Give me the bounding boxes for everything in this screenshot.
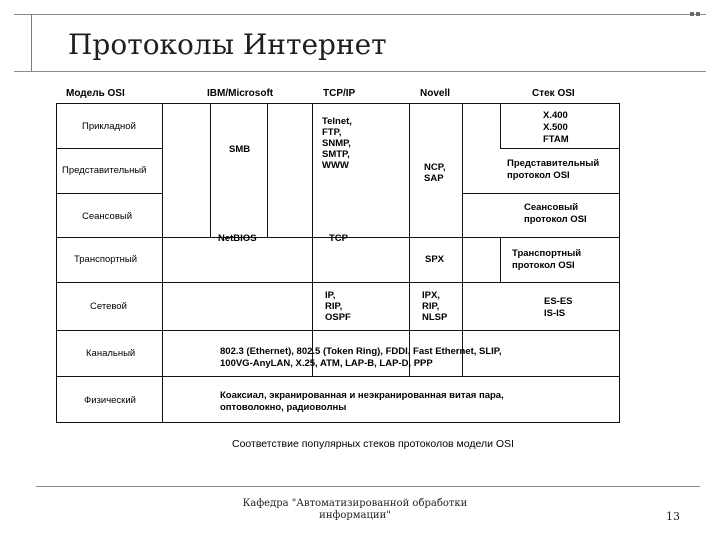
tcpip-net-2: RIP,	[325, 301, 343, 312]
title-rule	[14, 71, 706, 72]
layer-session: Сеансовый	[82, 211, 132, 222]
novell-spx: SPX	[425, 254, 445, 265]
title-accent-line	[31, 14, 32, 72]
novell-net-1: IPX,	[422, 290, 440, 301]
layer-network: Сетевой	[90, 301, 127, 312]
tcpip-app-5: WWW	[322, 160, 349, 171]
footer	[220, 498, 490, 522]
novell-ncp: NCP,	[424, 162, 446, 173]
grid-line	[162, 330, 163, 423]
grid-line	[462, 193, 620, 194]
slide-title: Протоколы Интернет	[68, 28, 387, 61]
footer-line-2: информации"	[319, 510, 391, 521]
grid-line	[462, 103, 463, 376]
header-novell: Novell	[420, 88, 451, 99]
osi-trans-1: Транспортный	[512, 248, 582, 259]
tcpip-app-2: FTP,	[322, 127, 342, 138]
novell-sap: SAP	[424, 173, 444, 184]
page-number: 13	[666, 510, 680, 523]
layer-physical: Физический	[84, 395, 136, 406]
layer-application: Прикладной	[82, 121, 136, 132]
osi-app-1: X.400	[543, 110, 568, 121]
osi-sess-2: протокол OSI	[524, 214, 587, 225]
osi-app-3: FTAM	[543, 134, 569, 145]
physical-line-1: Коаксиал, экранированная и неэкранированная витая пара,	[220, 390, 504, 401]
header-tcpip: TCP/IP	[323, 88, 356, 99]
grid-line	[500, 237, 501, 283]
layer-datalink: Канальный	[86, 348, 136, 359]
grid-line	[312, 103, 313, 376]
layer-transport: Транспортный	[74, 254, 138, 265]
ibm-smb: SMB	[229, 144, 251, 155]
osi-trans-2: протокол OSI	[512, 260, 575, 271]
osi-app-2: X.500	[543, 122, 568, 133]
grid-line	[56, 282, 620, 283]
physical-line-2: оптоволокно, радиоволны	[220, 402, 347, 413]
footer-line-1: Кафедра "Автоматизированной обработки	[242, 498, 468, 509]
corner-square-2	[696, 12, 700, 16]
tcpip-net-3: OSPF	[325, 312, 351, 323]
header-osi-stack: Стек OSI	[532, 88, 575, 99]
grid-line	[267, 103, 268, 238]
grid-line	[56, 193, 162, 194]
top-rule	[14, 14, 706, 15]
grid-line	[56, 148, 162, 149]
grid-line	[409, 103, 410, 376]
table-caption: Соответствие популярных стеков протоколов модели OSI	[232, 438, 514, 450]
corner-square-1	[690, 12, 694, 16]
osi-net-1: ES-ES	[544, 296, 573, 307]
grid-line	[462, 237, 620, 238]
osi-comparison-table	[52, 86, 628, 450]
novell-net-3: NLSP	[422, 312, 448, 323]
tcpip-app-4: SMTP,	[322, 149, 350, 160]
tcpip-app-1: Telnet,	[322, 116, 352, 127]
datalink-line-1: 802.3 (Ethernet), 802.5 (Token Ring), FDDI, Fast Ethernet, SLIP,	[220, 346, 502, 357]
tcpip-net-1: IP,	[325, 290, 336, 301]
tcpip-tcp: TCP	[329, 233, 348, 244]
grid-line	[500, 103, 501, 149]
osi-sess-1: Сеансовый	[524, 202, 579, 213]
tcpip-app-3: SNMP,	[322, 138, 351, 149]
grid-line	[210, 103, 211, 238]
osi-pres-1: Представительный	[507, 158, 600, 169]
grid-line	[56, 330, 620, 331]
layer-presentation: Представительный	[62, 165, 147, 176]
osi-pres-2: протокол OSI	[507, 170, 570, 181]
novell-net-2: RIP,	[422, 301, 440, 312]
footer-rule	[36, 486, 700, 487]
osi-net-2: IS-IS	[544, 308, 566, 319]
datalink-line-2: 100VG-AnyLAN, X.25, ATM, LAP-B, LAP-D, PPP	[220, 358, 433, 369]
header-osi-model: Модель OSI	[66, 88, 125, 99]
grid-line	[56, 376, 620, 377]
ibm-netbios: NetBIOS	[218, 233, 257, 244]
grid-line	[500, 148, 620, 149]
header-ibm-microsoft: IBM/Microsoft	[207, 88, 274, 99]
